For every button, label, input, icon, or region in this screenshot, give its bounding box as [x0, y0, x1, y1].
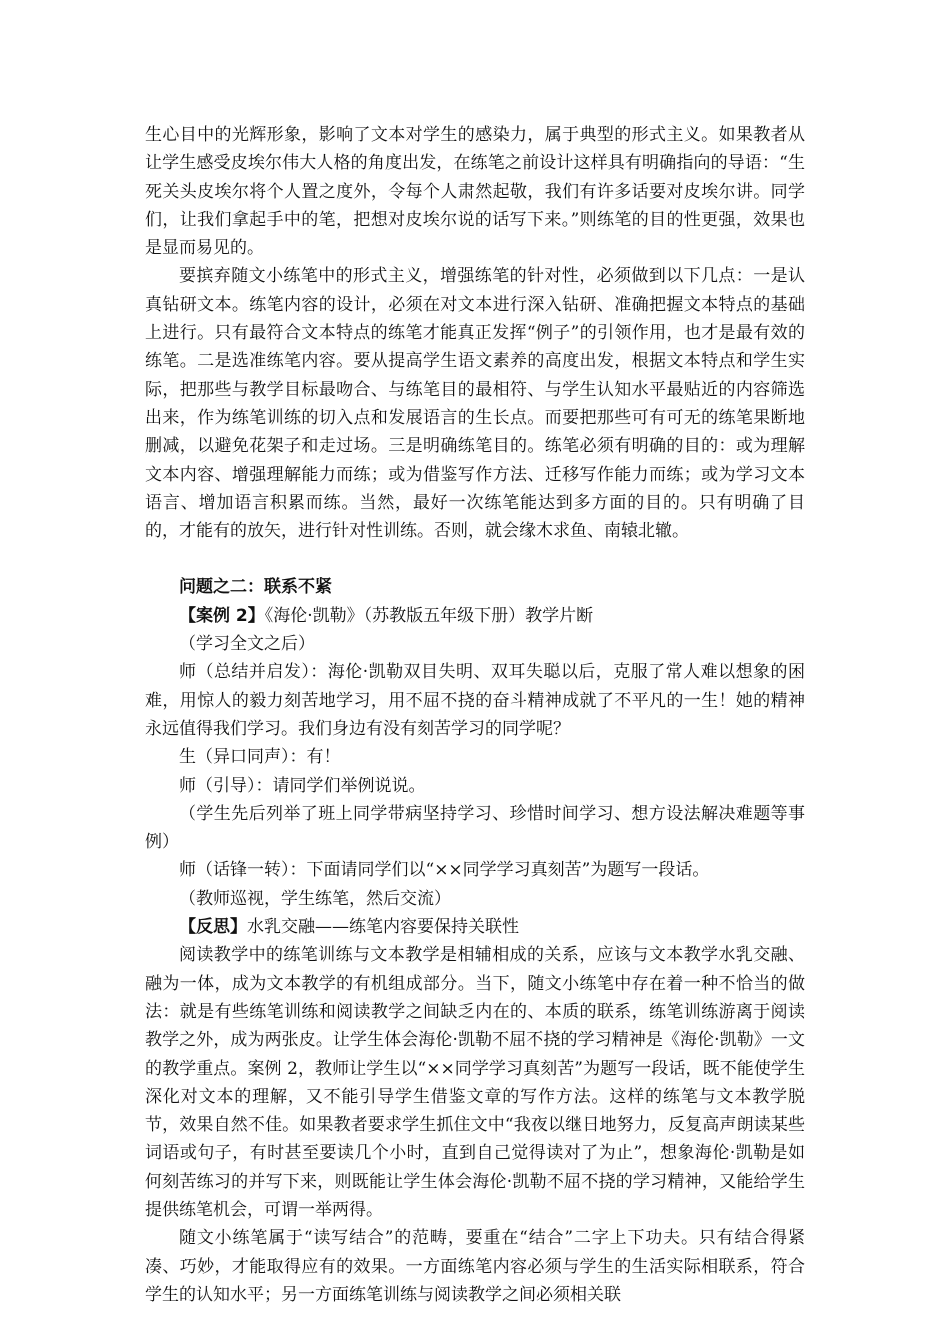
reflection-title [145, 913, 805, 941]
paragraph-conclusion: 随文小练笔属于“读写结合”的范畴，要重在“结合”二字上下功夫。只有结合得紧凑、巧妙，才能取得应有的效果。一方面练笔内容必须与学生的生活实际相联系，符合学生的认知水平；另一方面练笔训练与阅读教学之间必须相关联 [145, 1228, 805, 1305]
paragraph-intro: 生心目中的光辉形象，影响了文本对学生的感染力，属于典型的形式主义。如果教者从让学生感受皮埃尔伟大人格的角度出发，在练笔之前设计这样具有明确指向的导语：“生死关头皮埃尔将个人置之度外，令每个人肃然起敬，我们有许多话要对皮埃尔讲。同学们，让我们拿起手中的笔，把想对皮埃尔说的话写下来。”则练笔的目的性更强，效果也是显而易见的。 [145, 125, 805, 259]
reflection-label: 【反思】 [179, 917, 247, 938]
case-text: 《海伦·凯勒》（苏教版五年级下册）教学片断 [264, 605, 594, 626]
paragraph-strategies: 要摈弃随文小练笔中的形式主义，增强练笔的针对性，必须做到以下几点：一是认真钻研文本。练笔内容的设计，必须在对文本进行深入钻研、准确把握文本特点的基础上进行。只有最符合文本特点的练笔才能真正发挥“例子”的引领作用，也才是最有效的练笔。二是选准练笔内容。要从提高学生语文素养的高度出发，根据文本特点和学生实际，把那些与教学目标最吻合、与练笔目的最相符、与学生认知水平最贴近的内容筛选出来，作为练笔训练的切入点和发展语言的生长点。而要把那些可有可无的练笔果断地删减，以避免花架子和走过场。三是明确练笔目的。练笔必须有明确的目的：或为理解文本内容、增强理解能力而练；或为借鉴写作方法、迁移写作能力而练；或为学习文本语言、增加语言积累而练。当然，最好一次练笔能达到多方面的目的。只有明确了目的，才能有的放矢，进行针对性训练。否则，就会缘木求鱼、南辕北辙。 [145, 266, 805, 542]
section-gap [145, 545, 805, 573]
case-label: 【案例 2】 [179, 605, 265, 626]
stage-note-practice: （教师巡视，学生练笔，然后交流） [179, 888, 451, 909]
student-line: 生（异口同声）：有！ [179, 747, 341, 768]
document-body [145, 121, 805, 1309]
teacher-line-guide: 师（引导）：请同学们举例说说。 [179, 775, 426, 796]
teacher-line-turn: 师（话锋一转）：下面请同学们以“××同学学习真刻苦”为题写一段话。 [179, 860, 710, 881]
reflection-text: 水乳交融——练笔内容要保持关联性 [247, 917, 519, 938]
section-heading: 问题之二：联系不紧 [179, 577, 332, 598]
paragraph-reflection: 阅读教学中的练笔训练与文本教学是相辅相成的关系，应该与文本教学水乳交融、融为一体，成为文本教学的有机组成部分。当下，随文小练笔中存在着一种不恰当的做法：就是有些练笔训练和阅读教学之间缺乏内在的、本质的联系，练笔训练游离于阅读教学之外，成为两张皮。让学生体会海伦·凯勒不屈不挠的学习精神是《海伦·凯勒》一文的教学重点。案例 2，教师让学生以“××同学学习真刻苦”为题写一段话，既不能使学生深化对文本的理解，又不能引导学生借鉴文章的写作方法。这样的练笔与文本教学脱节，效果自然不佳。如果教者要求学生抓住文中“我夜以继日地努力，反复高声朗读某些词语或句子，有时甚至要读几个小时，直到自己觉得读对了为止”，想象海伦·凯勒是如何刻苦练习的并写下来，则既能让学生体会海伦·凯勒不屈不挠的学习精神，又能给学生提供练笔机会，可谓一举两得。 [145, 945, 805, 1220]
stage-note-examples: （学生先后列举了班上同学带病坚持学习、珍惜时间学习、想方设法解决难题等事例） [145, 803, 805, 853]
case-title [145, 602, 805, 630]
teacher-line-summary: 师（总结并启发）：海伦·凯勒双目失明、双耳失聪以后，克服了常人难以想象的困难，用惊人的毅力刻苦地学习，用不屈不挠的奋斗精神成就了不平凡的一生！她的精神永远值得我们学习。我们身边有没有刻苦学习的同学呢？ [145, 662, 805, 739]
stage-note: （学习全文之后） [179, 634, 315, 655]
